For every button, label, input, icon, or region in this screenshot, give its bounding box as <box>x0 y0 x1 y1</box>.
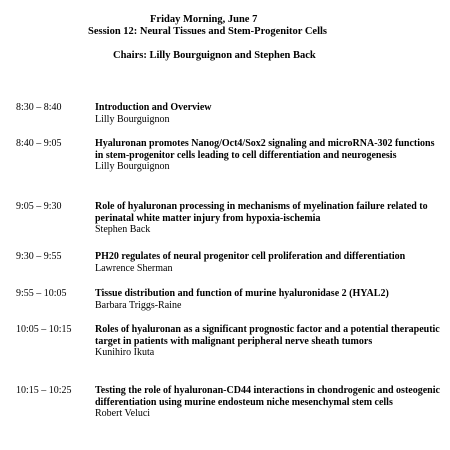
entry-speaker: Robert Veluci <box>95 408 151 419</box>
entry-title: Tissue distribution and function of murine hyaluronidase 2 (HYAL2) <box>95 288 389 299</box>
entry-speaker: Lilly Bourguignon <box>95 113 170 125</box>
entry-time: 8:40 – 9:05 <box>16 138 62 149</box>
entry-title: Hyaluronan promotes Nanog/Oct4/Sox2 signaling and microRNA-302 functions in stem-progenitor cells leading to cell differentiation and neurogenesis <box>95 138 435 161</box>
entry-time: 9:05 – 9:30 <box>16 201 62 212</box>
entry-time: 9:55 – 10:05 <box>16 288 67 299</box>
entry-time: 10:05 – 10:15 <box>16 324 72 335</box>
session-chairs: Chairs: Lilly Bourguignon and Stephen Back <box>113 50 316 61</box>
entry-speaker: Stephen Back <box>95 224 151 235</box>
entry-title: Roles of hyaluronan as a significant prognostic factor and a potential therapeutic target in patients with malignant peripheral nerve sheath tumors <box>95 324 440 347</box>
entry-time: 9:30 – 9:55 <box>16 251 62 262</box>
entry-time: 8:30 – 8:40 <box>16 102 62 113</box>
session-title: Session 12: Neural Tissues and Stem-Progenitor Cells <box>88 26 327 37</box>
session-header <box>0 14 450 62</box>
entry-speaker: Lilly Bourguignon <box>95 161 170 172</box>
entry-time: 10:15 – 10:25 <box>16 385 72 396</box>
session-day: Friday Morning, June 7 <box>150 14 258 25</box>
entry-speaker: Kunihiro Ikuta <box>95 347 155 358</box>
entry-title: Role of hyaluronan processing in mechanisms of myelination failure related to perinatal white matter injury from hypoxia-ischemia <box>95 201 428 224</box>
entry-title: PH20 regulates of neural progenitor cell proliferation and differentiation <box>95 251 406 262</box>
entry-title: Testing the role of hyaluronan-CD44 interactions in chondrogenic and osteogenic differentiation using murine endosteum niche mesenchymal stem cells <box>95 385 440 408</box>
entry-speaker: Lawrence Sherman <box>95 262 173 274</box>
entry-speaker: Barbara Triggs-Raine <box>95 299 182 311</box>
entry-title: Introduction and Overview <box>95 102 212 113</box>
